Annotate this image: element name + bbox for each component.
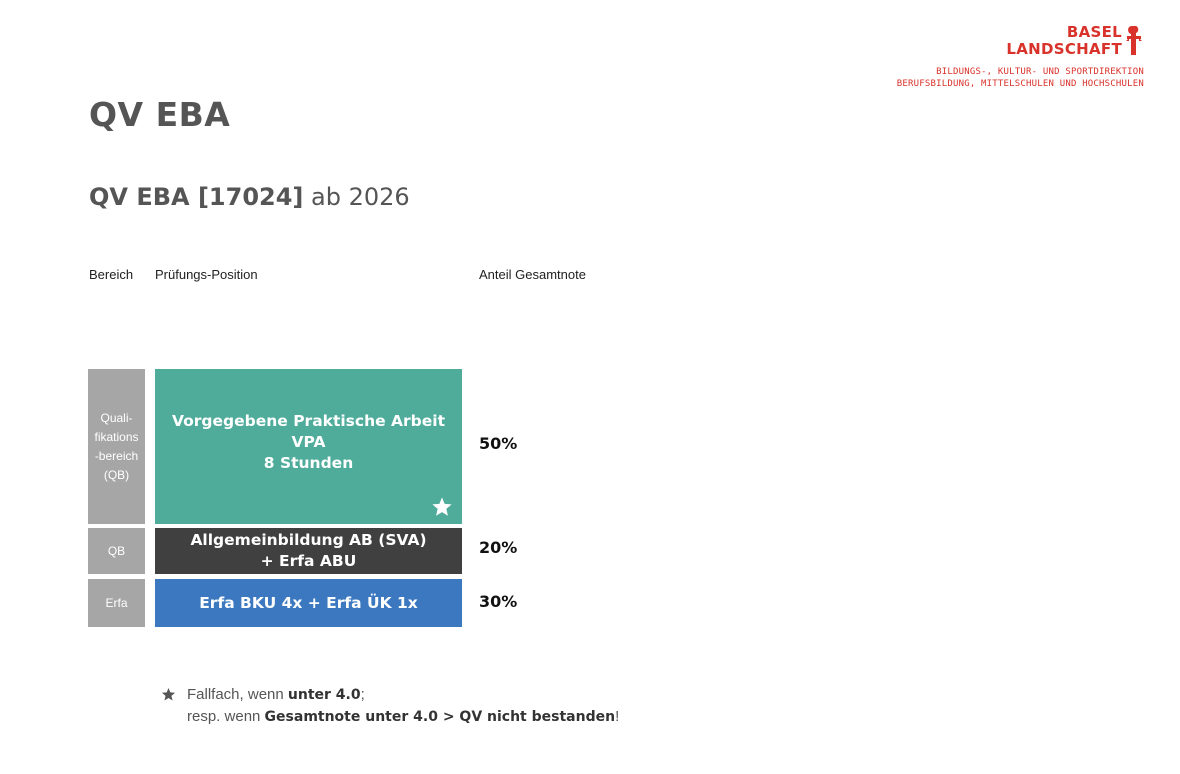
- position-box-erfa: [155, 579, 462, 627]
- share-value: 20%: [479, 538, 518, 557]
- position-line: + Erfa ABU: [260, 552, 357, 570]
- logo-line-1: BASEL: [1066, 23, 1122, 41]
- page-title: QV EBA: [89, 95, 231, 134]
- subtitle-rest: ab 2026: [303, 183, 410, 211]
- footnote: [163, 684, 619, 728]
- column-header-share: Anteil Gesamtnote: [479, 267, 586, 282]
- position-line: Erfa BKU 4x + Erfa ÜK 1x: [199, 593, 418, 612]
- subtitle-bold: QV EBA [17024]: [89, 183, 304, 211]
- position-line: Allgemeinbildung AB (SVA): [190, 531, 427, 549]
- logo-sub-2: BERUFSBILDUNG, MITTELSCHULEN UND HOCHSCHULEN: [896, 79, 1144, 89]
- footnote-line-1: [163, 684, 619, 706]
- crozier-icon: [1124, 24, 1144, 58]
- logo: [897, 24, 1144, 90]
- area-label-line: Erfa: [105, 595, 128, 610]
- footnote-text: !: [615, 708, 620, 725]
- area-label-line: fikations: [94, 429, 139, 444]
- area-label-line: Quali-: [100, 410, 133, 425]
- position-box-vpa: [155, 369, 462, 524]
- position-line: 8 Stunden: [263, 454, 354, 472]
- column-header-area: Bereich: [89, 267, 134, 282]
- area-label-qb-short: [88, 528, 145, 574]
- area-label-line: (QB): [103, 467, 130, 482]
- footnote-text: ;: [360, 686, 365, 703]
- position-line: VPA: [291, 433, 326, 451]
- footnote-line-2: [163, 706, 619, 728]
- area-label-line: QB: [107, 543, 126, 558]
- star-icon: [161, 687, 176, 702]
- footnote-bold: unter 4.0: [287, 687, 361, 703]
- share-value: 50%: [479, 434, 518, 453]
- position-line: Vorgegebene Praktische Arbeit: [171, 412, 446, 430]
- share-value: 30%: [479, 592, 518, 611]
- position-box-ab: [155, 528, 462, 574]
- footnote-text: resp. wenn: [187, 708, 265, 725]
- column-header-position: Prüfungs-Position: [155, 267, 258, 282]
- footnote-text: Fallfach, wenn: [187, 686, 288, 703]
- logo-sub-1: BILDUNGS-, KULTUR- UND SPORTDIREKTION: [936, 67, 1144, 77]
- page-subtitle: [89, 183, 410, 211]
- footnote-bold: Gesamtnote unter 4.0 > QV nicht bestanden: [264, 709, 616, 725]
- area-label-qb: [88, 369, 145, 524]
- star-icon: [431, 496, 453, 518]
- area-label-line: -bereich: [94, 448, 139, 463]
- logo-line-2: LANDSCHAFT: [1006, 40, 1122, 58]
- area-label-erfa: [88, 579, 145, 627]
